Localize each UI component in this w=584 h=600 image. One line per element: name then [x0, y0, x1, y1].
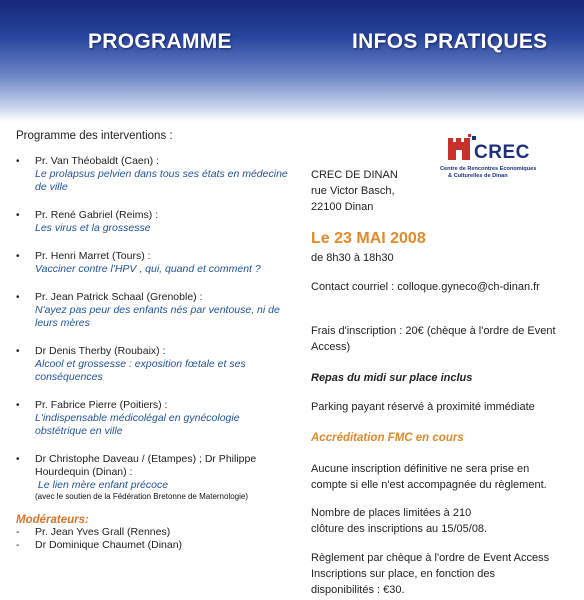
bullet-icon: •	[16, 251, 20, 262]
contact-email: Contact courriel : colloque.gyneco@ch-dinan.fr	[311, 281, 540, 293]
bullet-icon: •	[16, 400, 20, 411]
payment-info	[311, 551, 581, 597]
logo-subtitle-line: & Culturelles de Dinan	[448, 173, 508, 179]
speaker-topic: obstétrique en ville	[35, 425, 123, 437]
speaker-topic: Le lien mère enfant précoce	[35, 479, 169, 491]
speaker-name: Pr. René Gabriel (Reims) :	[35, 209, 159, 221]
places-info	[311, 506, 581, 536]
speaker-topic: N'ayez pas peur des enfants nés par ventouse, ni de	[35, 304, 280, 316]
programme-column	[16, 128, 288, 552]
speaker-topic: de ville	[35, 181, 68, 193]
bullet-icon: •	[16, 346, 20, 357]
moderator-item	[16, 539, 288, 552]
accreditation: Accréditation FMC en cours	[311, 432, 464, 444]
bullet-icon: •	[16, 156, 20, 167]
registration-notice	[311, 462, 581, 492]
fees	[311, 324, 581, 354]
castle-icon	[438, 134, 478, 162]
speaker-entry	[16, 453, 288, 502]
places-line: clôture des inscriptions au 15/05/08.	[311, 523, 488, 535]
speaker-entry	[16, 291, 288, 330]
speaker-entry	[16, 345, 288, 384]
bullet-icon: -	[16, 526, 20, 538]
bullet-icon: -	[16, 539, 20, 551]
payment-line: Inscriptions sur place, en fonction des	[311, 568, 496, 580]
moderator-item	[16, 526, 288, 539]
bullet-icon: •	[16, 454, 20, 465]
programme-title: PROGRAMME	[88, 30, 232, 53]
header-banner	[0, 0, 584, 122]
event-date: Le 23 MAI 2008	[311, 230, 426, 247]
speaker-entry	[16, 250, 288, 276]
speaker-topic: leurs mères	[35, 317, 90, 329]
address-line: rue Victor Basch,	[311, 185, 395, 197]
speaker-topic: Les virus et la grossesse	[35, 222, 151, 234]
speaker-name: Pr. Fabrice Pierre (Poitiers) :	[35, 399, 168, 411]
bullet-icon: •	[16, 210, 20, 221]
logo-word: CREC	[474, 142, 530, 163]
registration-line: compte si elle n'est accompagnée du règlement.	[311, 479, 547, 491]
speaker-name: Dr Christophe Daveau / (Etampes) ; Dr Philippe	[35, 453, 257, 465]
speaker-name: Pr. Jean Patrick Schaal (Grenoble) :	[35, 291, 203, 303]
speaker-entry	[16, 399, 288, 438]
logo-subtitle-line: Centre de Rencontres Economiques	[440, 166, 537, 172]
moderators-title: Modérateurs:	[16, 514, 89, 526]
infos-pratiques-title: INFOS PRATIQUES	[352, 30, 548, 53]
moderator-name: Pr. Jean Yves Grall (Rennes)	[35, 526, 171, 538]
fees-line: Frais d'inscription : 20€ (chèque à l'ordre de Event	[311, 325, 556, 337]
registration-line: Aucune inscription définitive ne sera prise en	[311, 463, 530, 475]
bullet-icon: •	[16, 292, 20, 303]
speaker-name: Pr. Van Théobaldt (Caen) :	[35, 155, 159, 167]
lunch-info: Repas du midi sur place inclus	[311, 372, 473, 384]
speaker-topic: conséquences	[35, 371, 103, 383]
payment-line: disponibilités : €30.	[311, 584, 405, 596]
fees-line: Access)	[311, 341, 351, 353]
address	[311, 168, 581, 214]
speaker-note: (avec le soutien de la Fédération Bretonne de Maternologie)	[35, 492, 249, 501]
speaker-topic: Vacciner contre l'HPV , qui, quand et comment ?	[35, 263, 261, 275]
moderator-name: Dr Dominique Chaumet (Dinan)	[35, 539, 183, 551]
speaker-name: Dr Denis Therby (Roubaix) :	[35, 345, 166, 357]
speaker-name: Hourdequin (Dinan) :	[35, 466, 133, 478]
speaker-entry	[16, 209, 288, 235]
speaker-topic: Alcool et grossesse : exposition fœtale et ses	[35, 358, 246, 370]
parking-info: Parking payant réservé à proximité immédiate	[311, 401, 535, 413]
speaker-entry	[16, 155, 288, 194]
payment-line: Règlement par chèque à l'ordre de Event Access	[311, 552, 550, 564]
speaker-topic: L'indispensable médicolégal en gynécologie	[35, 412, 240, 424]
address-line: 22100 Dinan	[311, 201, 374, 213]
address-line: CREC DE DINAN	[311, 169, 398, 181]
event-hours: de 8h30 à 18h30	[311, 252, 394, 264]
programme-intro: Programme des interventions :	[16, 130, 173, 142]
speaker-topic: Le prolapsus pelvien dans tous ses états en médecine	[35, 168, 288, 180]
speaker-name: Pr. Henri Marret (Tours) :	[35, 250, 151, 262]
places-line: Nombre de places limitées à 210	[311, 507, 472, 519]
